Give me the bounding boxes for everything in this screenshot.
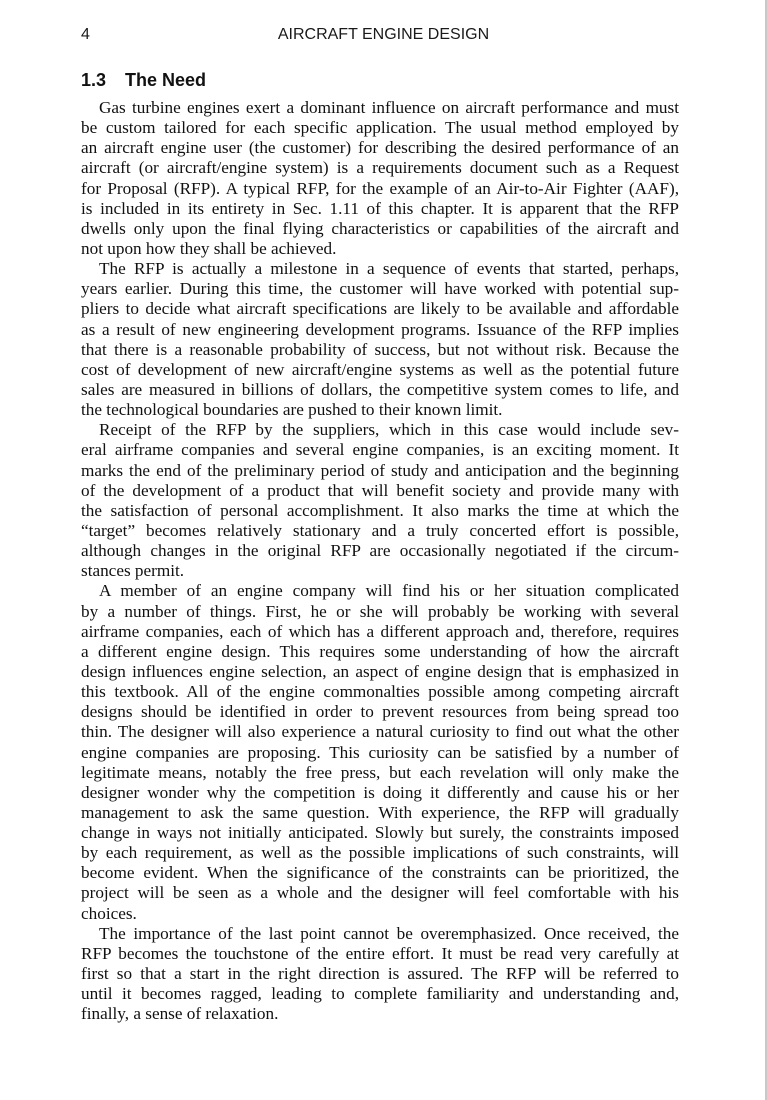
text-line: this textbook. All of the engine commonalties possible among competing aircraft <box>81 682 679 702</box>
text-line: although changes in the original RFP are occasionally negotiated if the circum- <box>81 541 679 561</box>
text-line: stances permit. <box>81 561 185 581</box>
text-line: by each requirement, as well as the possible implications of such constraints, will <box>81 843 679 863</box>
running-header <box>81 26 686 48</box>
paragraph <box>81 98 679 259</box>
text-line: a different engine design. This requires some understanding of how the aircraft <box>81 641 679 661</box>
text-line: Gas turbine engines exert a dominant influence on aircraft performance and must <box>99 98 679 117</box>
section-heading <box>81 70 206 91</box>
text-line: legitimate means, notably the free press, but each revelation will only make the <box>81 762 679 782</box>
text-line: the satisfaction of personal accomplishment. It also marks the time at which the <box>81 500 679 520</box>
paragraph <box>81 259 679 420</box>
text-line: management to ask the same question. With experience, the RFP will gradually <box>81 802 679 822</box>
text-line: designer wonder why the competition is doing it differently and cause his or her <box>81 782 679 802</box>
text-line: eral airframe companies and several engine companies, is an exciting moment. It <box>81 440 679 460</box>
text-line: the technological boundaries are pushed to their known limit. <box>81 400 503 420</box>
paragraph <box>81 924 679 1025</box>
text-line: pliers to decide what aircraft specifications are likely to be available and affordable <box>81 299 679 319</box>
page-number: 4 <box>81 26 90 43</box>
text-line: RFP becomes the touchstone of the entire effort. It must be read very carefully at <box>81 943 679 963</box>
text-line: until it becomes ragged, leading to complete familiarity and understanding and, <box>81 984 679 1004</box>
text-line: first so that a start in the right direction is assured. The RFP will be referred to <box>81 964 679 984</box>
text-line: by a number of things. First, he or she will probably be working with several <box>81 601 679 621</box>
text-line: of the development of a product that will benefit society and provide many with <box>81 480 679 500</box>
text-line: designs should be identified in order to prevent resources from being spread too <box>81 702 679 722</box>
text-line: dwells only upon the final flying characteristics or capabilities of the aircraft and <box>81 218 679 238</box>
text-line: become evident. When the significance of the constraints can be prioritized, the <box>81 863 679 883</box>
text-line: “target” becomes relatively stationary and a truly concerted effort is possible, <box>81 520 679 540</box>
text-line: years earlier. During this time, the customer will have worked with potential sup- <box>81 279 679 299</box>
text-line: Receipt of the RFP by the suppliers, which in this case would include sev- <box>99 420 679 440</box>
text-line: cost of development of new aircraft/engine systems as well as the potential future <box>81 359 679 379</box>
text-line: an aircraft engine user (the customer) for describing the desired performance of an <box>81 138 679 158</box>
text-line: The RFP is actually a milestone in a sequence of events that started, perhaps, <box>99 259 679 279</box>
text-line: change in ways not initially anticipated. Slowly but surely, the constraints imposed <box>81 823 679 843</box>
text-line: design influences engine selection, an aspect of engine design that is emphasized in <box>81 661 679 681</box>
paragraph <box>81 420 679 581</box>
body-text <box>81 98 679 1024</box>
text-line: thin. The designer will also experience a natural curiosity to find out what the other <box>81 722 679 742</box>
text-line: aircraft (or aircraft/engine system) is a requirements document such as a Request <box>81 158 679 178</box>
text-line: for Proposal (RFP). A typical RFP, for the example of an Air-to-Air Fighter (AAF), <box>81 178 679 198</box>
section-title: The Need <box>125 70 207 90</box>
text-line: A member of an engine company will find his or her situation complicated <box>99 581 679 601</box>
text-line: be custom tailored for each specific application. The usual method employed by <box>81 118 679 138</box>
text-line: project will be seen as a whole and the designer will feel comfortable with his <box>81 883 679 903</box>
text-line: is included in its entirety in Sec. 1.11 of this chapter. It is apparent that the RFP <box>81 198 679 218</box>
text-line: that there is a reasonable probability of success, but not without risk. Because the <box>81 339 679 359</box>
text-line: choices. <box>81 903 137 923</box>
paragraph <box>81 581 679 923</box>
text-line: sales are measured in billions of dollars, the competitive system comes to life, and <box>81 379 679 399</box>
text-line: marks the end of the preliminary period of study and anticipation and the beginning <box>81 460 679 480</box>
section-number: 1.3 <box>81 70 107 90</box>
text-line: not upon how they shall be achieved. <box>81 238 337 258</box>
text-line: as a result of new engineering development programs. Issuance of the RFP implies <box>81 319 679 339</box>
text-line: The importance of the last point cannot be overemphasized. Once received, the <box>99 923 679 943</box>
text-line: finally, a sense of relaxation. <box>81 1004 279 1024</box>
text-line: airframe companies, each of which has a different approach and, therefore, requires <box>81 621 679 641</box>
running-title: AIRCRAFT ENGINE DESIGN <box>277 26 490 43</box>
text-line: engine companies are proposing. This curiosity can be satisfied by a number of <box>81 742 679 762</box>
